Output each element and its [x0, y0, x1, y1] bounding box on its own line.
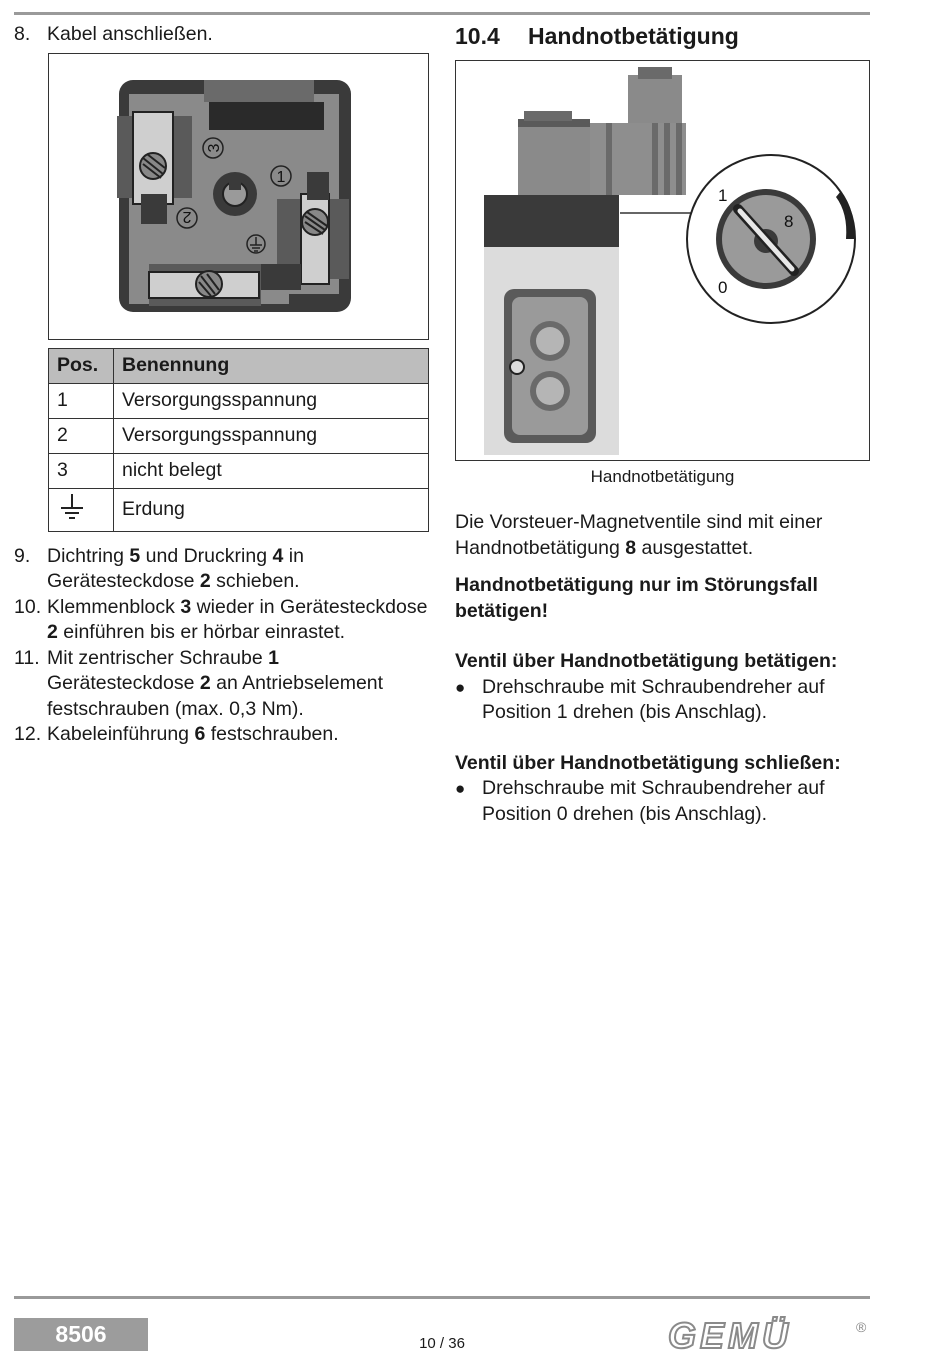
step-number: 9.: [14, 544, 31, 567]
section-number: 10.4: [455, 23, 500, 49]
ground-symbol-icon: [57, 491, 87, 521]
pin-2-label: 2: [182, 207, 192, 225]
document-number-badge: 8506: [14, 1318, 148, 1351]
cell-name: Versorgungsspannung: [114, 383, 429, 418]
section-title: Handnotbetätigung: [528, 23, 739, 49]
cell-pos: [49, 488, 114, 531]
top-rule: [14, 12, 870, 15]
table-row: [49, 383, 429, 418]
cell-name: Erdung: [114, 488, 429, 531]
step-text: Klemmenblock 3 wieder in Gerätesteckdose 2 einführen bis er hörbar einrastet.: [47, 595, 428, 643]
table-row: [49, 488, 429, 531]
cell-name: Versorgungsspannung: [114, 418, 429, 453]
step-8: [14, 22, 430, 48]
table-row: [49, 453, 429, 488]
pin-assignment-table: [48, 348, 429, 532]
table-header-row: [49, 348, 429, 383]
step-9: [14, 544, 430, 595]
step-12: [14, 722, 430, 748]
pin-3-label: 3: [206, 143, 223, 152]
cell-name: nicht belegt: [114, 453, 429, 488]
step-number: 8.: [14, 23, 31, 45]
registered-mark: ®: [856, 1319, 867, 1335]
bullet-text: Drehschraube mit Schraubendreher auf Position 1 drehen (bis Anschlag).: [482, 675, 825, 723]
table-row: [49, 418, 429, 453]
connector-diagram: [49, 54, 427, 338]
close-heading: Ventil über Handnotbetätigung schließen:: [455, 751, 841, 774]
figure-caption: Handnotbetätigung: [590, 467, 735, 486]
open-heading: Ventil über Handnotbetätigung betätigen:: [455, 650, 838, 672]
col-header-name: Benennung: [114, 348, 429, 383]
intro-paragraph: Die Vorsteuer-Magnetventile sind mit einer Handnotbetätigung 8 ausgestattet.: [455, 511, 823, 559]
step-text: Mit zentrischer Schraube 1 Gerätesteckdose 2 an Antriebselement festschrauben (max. 0,3 Nm).: [47, 646, 384, 720]
connector-figure: [48, 53, 429, 340]
valve-diagram: [456, 61, 868, 459]
bottom-rule: [14, 1296, 870, 1299]
step-text: Kabeleinführung 6 festschrauben.: [47, 723, 339, 745]
cell-pos: 1: [49, 383, 114, 418]
close-instruction: [455, 776, 870, 827]
cell-pos: 3: [49, 453, 114, 488]
open-instruction: [455, 675, 870, 726]
step-number: 10.: [14, 595, 42, 618]
brand-wordmark: GEMÜ: [668, 1315, 792, 1354]
step-number: 12.: [14, 723, 42, 745]
step-11: [14, 646, 430, 723]
pin-1-label: 1: [276, 168, 286, 186]
section-heading: [455, 22, 870, 50]
bullet-text: Drehschraube mit Schraubendreher auf Position 0 drehen (bis Anschlag).: [482, 777, 825, 825]
step-text: Dichtring 5 und Druckring 4 in Gerätesteckdose 2 schieben.: [47, 544, 304, 592]
cell-pos: 2: [49, 418, 114, 453]
step-number: 11.: [14, 646, 40, 669]
bullet-icon: ●: [455, 677, 466, 697]
right-column: [455, 22, 870, 827]
manual-override-figure: [455, 60, 870, 461]
left-column: [14, 22, 430, 748]
position-1-label: 1: [718, 186, 728, 205]
warning-text: Handnotbetätigung nur im Störungsfall betätigen!: [455, 574, 818, 622]
step-10: [14, 595, 430, 646]
bullet-icon: ●: [455, 779, 466, 798]
page-number: 10 / 36: [419, 1335, 465, 1352]
gemu-logo: [668, 1314, 872, 1354]
step-text: Kabel anschließen.: [47, 23, 213, 45]
position-0-label: 0: [718, 278, 728, 297]
col-header-pos: Pos.: [49, 348, 114, 383]
reference-8-label: 8: [784, 212, 794, 231]
